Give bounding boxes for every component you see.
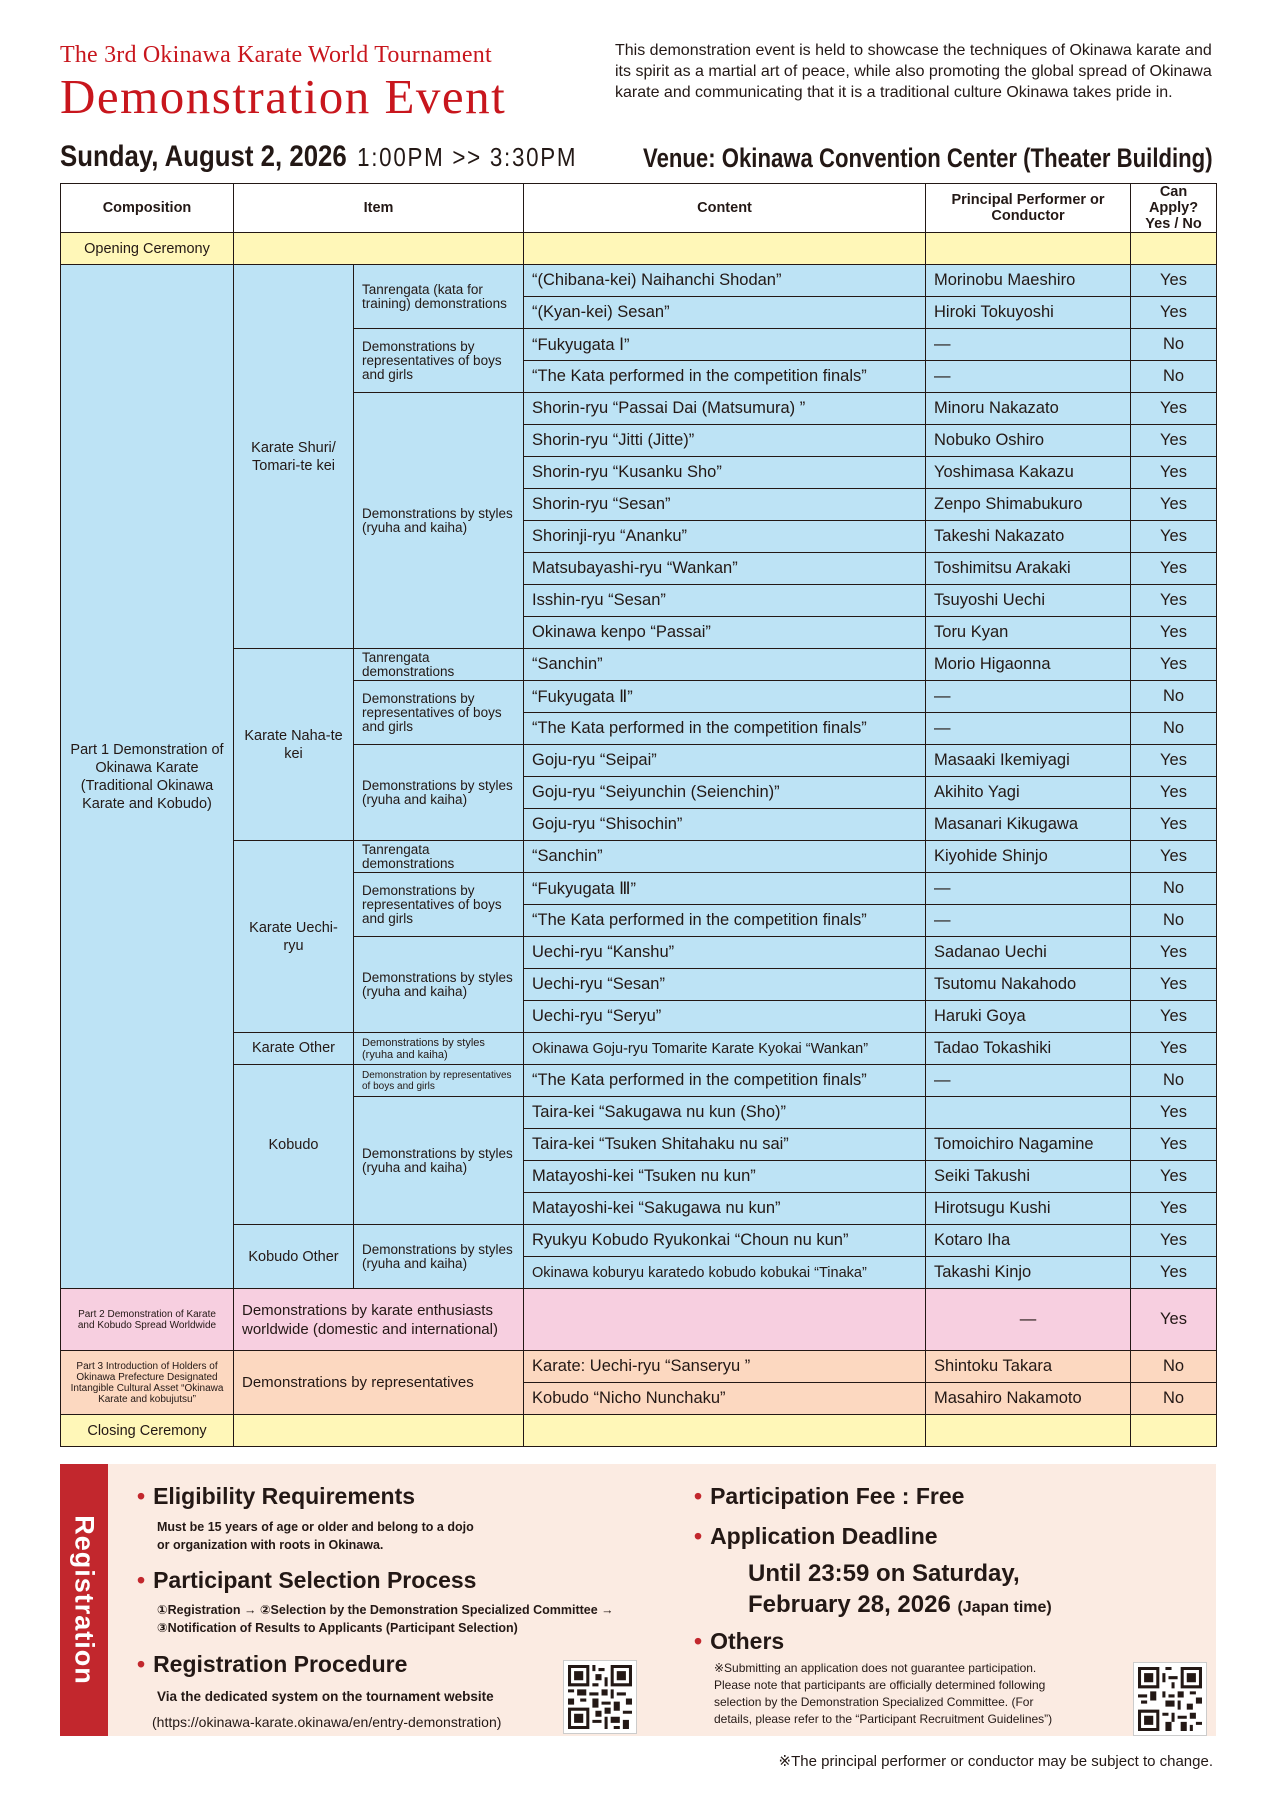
row-performer: Toshimitsu Arakaki (926, 553, 1131, 585)
closing-row (61, 1415, 1217, 1447)
eligibility-title (137, 1483, 415, 1510)
part3-label: Part 3 Introduction of Holders of Okinawa Prefecture Designated Intangible Cultural Asset “Okinawa Karate and kobujutsu” (61, 1351, 234, 1415)
others-title-text: Others (710, 1628, 785, 1654)
group-shuri: Karate Shuri/ Tomari-te kei (234, 265, 354, 649)
row-content: Goju-ryu “Seiyunchin (Seienchin)” (524, 777, 926, 809)
row-apply: No (1131, 361, 1217, 393)
bullet-icon: • (137, 1483, 146, 1509)
part2-row (61, 1289, 1217, 1351)
sub-tanren: Tanrengata demonstrations (354, 841, 524, 873)
sub-styles: Demonstrations by styles (ryuha and kaiha) (354, 745, 524, 841)
row-apply: Yes (1131, 1225, 1217, 1257)
header-content: Content (524, 184, 926, 233)
bullet-icon: • (694, 1628, 703, 1654)
row-apply: Yes (1131, 777, 1217, 809)
row-performer: — (926, 681, 1131, 713)
row-content: Okinawa Goju-ryu Tomarite Karate Kyokai “Wankan” (524, 1033, 926, 1065)
sub-reps: Demonstrations by representatives of boys and girls (354, 681, 524, 745)
group-kobudo: Kobudo (234, 1065, 354, 1225)
row-apply: Yes (1131, 1129, 1217, 1161)
row-content: Okinawa koburyu karatedo kobudo kobukai “Tinaka” (524, 1257, 926, 1289)
row-content: Karate: Uechi-ryu “Sanseryu ” (524, 1351, 926, 1383)
deadline-date: February 28, 2026 (748, 1591, 951, 1618)
row-apply: Yes (1131, 649, 1217, 681)
row-content: Shorin-ryu “Sesan” (524, 489, 926, 521)
row-apply: Yes (1131, 937, 1217, 969)
row-content: Shorinji-ryu “Ananku” (524, 521, 926, 553)
part2-label: Part 2 Demonstration of Karate and Kobudo Spread Worldwide (61, 1289, 234, 1351)
row-content: “The Kata performed in the competition finals” (524, 905, 926, 937)
eligibility-title-text: Eligibility Requirements (153, 1483, 416, 1509)
row-performer: Toru Kyan (926, 617, 1131, 649)
row-apply: No (1131, 1383, 1217, 1415)
row-performer: — (926, 905, 1131, 937)
row-performer: — (926, 361, 1131, 393)
selection-title-text: Participant Selection Process (153, 1567, 477, 1593)
table-row (61, 1033, 1217, 1065)
row-performer: Tadao Tokashiki (926, 1033, 1131, 1065)
deadline-title (694, 1523, 938, 1550)
row-apply: Yes (1131, 1193, 1217, 1225)
row-performer: Kotaro Iha (926, 1225, 1131, 1257)
eligibility-line: Must be 15 years of age or older and belong to a dojo (157, 1520, 474, 1534)
deadline-title-text: Application Deadline (710, 1523, 938, 1549)
row-apply: Yes (1131, 969, 1217, 1001)
part1-label: Part 1 Demonstration of Okinawa Karate (Traditional Okinawa Karate and Kobudo) (61, 265, 234, 1289)
row-apply: Yes (1131, 1033, 1217, 1065)
group-kobudo-other: Kobudo Other (234, 1225, 354, 1289)
row-content: “The Kata performed in the competition finals” (524, 1065, 926, 1097)
header-apply: Can Apply? Yes / No (1131, 184, 1217, 233)
event-date (60, 140, 577, 174)
sub-styles: Demonstrations by styles (ryuha and kaiha) (354, 393, 524, 649)
header-composition: Composition (61, 184, 234, 233)
row-apply: Yes (1131, 1161, 1217, 1193)
row-performer: Haruki Goya (926, 1001, 1131, 1033)
row-performer: Kiyohide Shinjo (926, 841, 1131, 873)
row-apply: Yes (1131, 617, 1217, 649)
row-content: Uechi-ryu “Kanshu” (524, 937, 926, 969)
procedure-line1: Via the dedicated system on the tournament website (157, 1689, 494, 1704)
sub-reps: Demonstrations by representatives of boys and girls (354, 873, 524, 937)
row-performer: Morio Higaonna (926, 649, 1131, 681)
others-line: ※Submitting an application does not guarantee participation. (714, 1661, 1037, 1675)
others-line: Please note that participants are officially determined following (714, 1678, 1046, 1692)
row-performer: Yoshimasa Kakazu (926, 457, 1131, 489)
footnote: ※The principal performer or conductor may be subject to change. (778, 1753, 1213, 1770)
deadline-timezone: (Japan time) (957, 1599, 1052, 1616)
row-apply: Yes (1131, 553, 1217, 585)
procedure-title-text: Registration Procedure (153, 1651, 408, 1677)
row-content: Shorin-ryu “Jitti (Jitte)” (524, 425, 926, 457)
selection-line: ①Registration → ②Selection by the Demonstration Specialized Committee → (157, 1603, 614, 1617)
row-apply: Yes (1131, 489, 1217, 521)
selection-text (157, 1601, 614, 1637)
table-row (61, 265, 1217, 297)
sub-styles: Demonstrations by styles (ryuha and kaiha) (354, 1225, 524, 1289)
event-title: Demonstration Event (60, 69, 507, 124)
row-content: “Fukyugata Ⅱ” (524, 681, 926, 713)
sub-reps: Demonstrations by representatives of boys and girls (354, 329, 524, 393)
group-uechi: Karate Uechi-ryu (234, 841, 354, 1033)
row-performer: Sadanao Uechi (926, 937, 1131, 969)
bullet-icon: • (137, 1567, 146, 1593)
row-content: Kobudo “Nicho Nunchaku” (524, 1383, 926, 1415)
deadline-value (748, 1558, 1052, 1623)
row-apply: Yes (1131, 1001, 1217, 1033)
closing-ceremony: Closing Ceremony (61, 1415, 234, 1447)
row-apply: No (1131, 713, 1217, 745)
row-apply: Yes (1131, 265, 1217, 297)
sub-styles: Demonstrations by styles (ryuha and kaiha) (354, 1097, 524, 1225)
row-performer: Masaaki Ikemiyagi (926, 745, 1131, 777)
table-row (61, 841, 1217, 873)
row-apply: Yes (1131, 457, 1217, 489)
row-performer: Tomoichiro Nagamine (926, 1129, 1131, 1161)
opening-row (61, 233, 1217, 265)
row-apply: No (1131, 905, 1217, 937)
fee-title (694, 1483, 964, 1510)
others-title (694, 1628, 784, 1655)
row-content: “Fukyugata Ⅲ” (524, 873, 926, 905)
row-content: “(Kyan-kei) Sesan” (524, 297, 926, 329)
header-item: Item (234, 184, 524, 233)
row-apply: Yes (1131, 521, 1217, 553)
others-text (714, 1660, 1052, 1728)
row-performer: Minoru Nakazato (926, 393, 1131, 425)
header-performer: Principal Performer or Conductor (926, 184, 1131, 233)
row-content: Matayoshi-kei “Sakugawa nu kun” (524, 1193, 926, 1225)
event-venue: Venue: Okinawa Convention Center (Theater Building) (643, 143, 1213, 173)
event-time: 1:00PM >> 3:30PM (357, 142, 578, 172)
row-content: Isshin-ryu “Sesan” (524, 585, 926, 617)
group-naha: Karate Naha-te kei (234, 649, 354, 841)
row-content: Uechi-ryu “Sesan” (524, 969, 926, 1001)
row-content: “Sanchin” (524, 841, 926, 873)
bullet-icon: • (694, 1523, 703, 1549)
row-content: “(Chibana-kei) Naihanchi Shodan” (524, 265, 926, 297)
sub-styles: Demonstrations by styles (ryuha and kaiha) (354, 937, 524, 1033)
qr-code-graphic (1138, 1667, 1202, 1731)
row-performer: Shintoku Takara (926, 1351, 1131, 1383)
row-performer: Tsuyoshi Uechi (926, 585, 1131, 617)
others-line: details, please refer to the “Participant Recruitment Guidelines”) (714, 1712, 1053, 1726)
row-content: Okinawa kenpo “Passai” (524, 617, 926, 649)
selection-title (137, 1567, 476, 1594)
row-apply: Yes (1131, 297, 1217, 329)
row-performer: Tsutomu Nakahodo (926, 969, 1131, 1001)
table-row (61, 1065, 1217, 1097)
row-apply: Yes (1131, 841, 1217, 873)
row-performer: Zenpo Shimabukuro (926, 489, 1131, 521)
part2-apply: Yes (1131, 1289, 1217, 1351)
part3-item: Demonstrations by representatives (234, 1351, 524, 1415)
row-apply: Yes (1131, 809, 1217, 841)
others-line: selection by the Demonstration Specialized Committee. (For (714, 1695, 1034, 1709)
row-apply: Yes (1131, 1257, 1217, 1289)
table-row (61, 649, 1217, 681)
row-apply: Yes (1131, 745, 1217, 777)
qr-code-icon[interactable] (563, 1660, 637, 1734)
row-apply: No (1131, 1351, 1217, 1383)
procedure-title (137, 1651, 407, 1678)
procedure-url[interactable]: (https://okinawa-karate.okinawa/en/entry-demonstration) (152, 1714, 502, 1730)
row-content: “The Kata performed in the competition finals” (524, 361, 926, 393)
sub-tanren: Tanrengata (kata for training) demonstrations (354, 265, 524, 329)
row-performer: — (926, 329, 1131, 361)
selection-line: ③Notification of Results to Applicants (Participant Selection) (157, 1621, 518, 1635)
row-performer: Takeshi Nakazato (926, 521, 1131, 553)
table-row (61, 1225, 1217, 1257)
row-apply: No (1131, 681, 1217, 713)
row-apply: No (1131, 329, 1217, 361)
qr-code-graphic (568, 1665, 632, 1729)
row-performer: Masanari Kikugawa (926, 809, 1131, 841)
row-performer: Hiroki Tokuyoshi (926, 297, 1131, 329)
eligibility-text (157, 1518, 474, 1554)
part3-row (61, 1351, 1217, 1383)
row-content: Matayoshi-kei “Tsuken nu kun” (524, 1161, 926, 1193)
schedule-table (60, 183, 1217, 1447)
fee-text: Participation Fee : Free (710, 1483, 965, 1509)
row-apply: No (1131, 873, 1217, 905)
opening-ceremony: Opening Ceremony (61, 233, 234, 265)
registration-tab-label: Registration (69, 1515, 100, 1685)
row-performer: — (926, 713, 1131, 745)
row-performer: Morinobu Maeshiro (926, 265, 1131, 297)
part2-item: Demonstrations by karate enthusiasts worldwide (domestic and international) (234, 1289, 524, 1351)
row-content: Ryukyu Kobudo Ryukonkai “Choun nu kun” (524, 1225, 926, 1257)
row-apply: Yes (1131, 585, 1217, 617)
sub-styles-inline: Demonstrations by styles (ryuha and kaiha) (354, 1033, 524, 1065)
row-content: Matsubayashi-ryu “Wankan” (524, 553, 926, 585)
row-performer: Takashi Kinjo (926, 1257, 1131, 1289)
row-performer: — (926, 873, 1131, 905)
bullet-icon: • (137, 1651, 146, 1677)
row-performer: Nobuko Oshiro (926, 425, 1131, 457)
row-apply: Yes (1131, 1097, 1217, 1129)
row-content: Goju-ryu “Shisochin” (524, 809, 926, 841)
row-content: Taira-kei “Tsuken Shitahaku nu sai” (524, 1129, 926, 1161)
row-content: Shorin-ryu “Kusanku Sho” (524, 457, 926, 489)
row-content: Goju-ryu “Seipai” (524, 745, 926, 777)
intro-text: This demonstration event is held to showcase the techniques of Okinawa karate and its spirit as a martial art of peace, while also promoting the global spread of Okinawa karate and communicating that it is a traditional culture Okinawa takes pride in. (615, 42, 1212, 101)
part2-performer: — (926, 1289, 1131, 1351)
row-performer: Seiki Takushi (926, 1161, 1131, 1193)
group-other: Karate Other (234, 1033, 354, 1065)
row-content: Shorin-ryu “Passai Dai (Matsumura) ” (524, 393, 926, 425)
sub-reps-small: Demonstration by representatives of boys and girls (354, 1065, 524, 1097)
deadline-line: Until 23:59 on Saturday, (748, 1560, 1020, 1587)
row-content: Taira-kei “Sakugawa nu kun (Sho)” (524, 1097, 926, 1129)
eligibility-line: or organization with roots in Okinawa. (157, 1538, 384, 1552)
row-performer: — (926, 1065, 1131, 1097)
bullet-icon: • (694, 1483, 703, 1509)
sub-tanren: Tanrengata demonstrations (354, 649, 524, 681)
row-content: “Fukyugata Ⅰ” (524, 329, 926, 361)
date-text: Sunday, August 2, 2026 (60, 140, 347, 173)
row-apply: Yes (1131, 425, 1217, 457)
registration-tab (60, 1464, 108, 1736)
row-performer (926, 1097, 1131, 1129)
row-content: “Sanchin” (524, 649, 926, 681)
row-apply: Yes (1131, 393, 1217, 425)
row-content: “The Kata performed in the competition finals” (524, 713, 926, 745)
qr-code-icon[interactable] (1133, 1662, 1207, 1736)
row-content: Uechi-ryu “Seryu” (524, 1001, 926, 1033)
row-apply: No (1131, 1065, 1217, 1097)
row-performer: Akihito Yagi (926, 777, 1131, 809)
row-performer: Hirotsugu Kushi (926, 1193, 1131, 1225)
row-performer: Masahiro Nakamoto (926, 1383, 1131, 1415)
event-subtitle: The 3rd Okinawa Karate World Tournament (60, 42, 492, 68)
